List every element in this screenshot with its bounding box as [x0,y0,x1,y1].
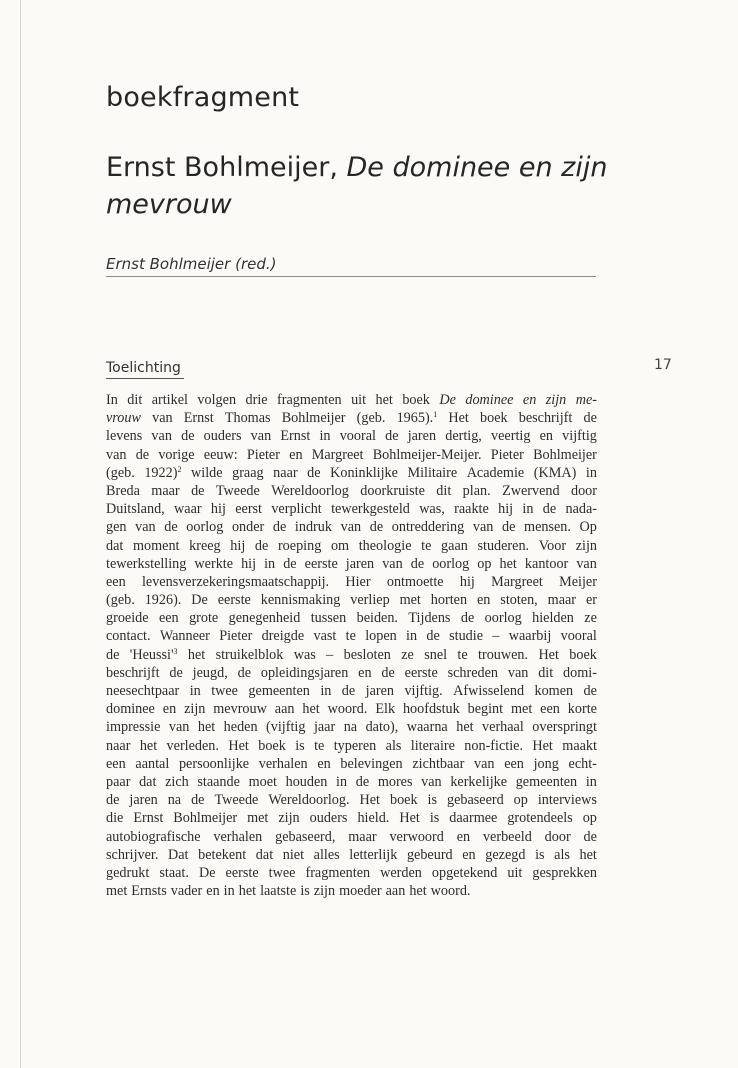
body-line: de '$Heussi'^3$ het struikelblok was – besloten ze snel te trouwen. Het boek [106,646,597,663]
body-line: Duitsland, waar hij eerst verplicht tewerkgesteld was, raakte hij in de nada- [106,501,597,518]
title-book: De dominee en zijn mevrouw [106,152,608,220]
body-line: autobiografische verhalen gebaseerd, maar verwoord en verbeeld door de [106,828,597,845]
body-line: beschrijft de jeugd, de opleidingsjaren en de eerste schreden van dit domi- [106,664,597,681]
page-number: 17 [654,357,672,373]
body-line: gen van de oorlog onder de indruk van de ontreddering van de mensen. Op [106,519,597,536]
body-line: (geb. 1926). De eerste kennismaking verliep met horten en stoten, maar er [106,592,597,609]
body-line: groeide een grote genegenheid tussen beiden. Tijdens de oorlog hielden ze [106,610,597,627]
body-line: de jaren na de Tweede Wereldoorlog. Het boek is gebaseerd op interviews [106,792,597,809]
body-line: dat moment kreeg hij de roeping om theologie te gaan studeren. Voor zijn [106,537,597,554]
body-line: schrijver. Dat betekent dat niet alles letterlijk gebeurd en gezegd is als het [106,846,597,863]
page-edge [20,0,21,1068]
article-title [106,149,626,223]
body-line: impressie van het heden (vijftig jaar na dato), waarna het verhaal overspringt [106,719,597,736]
body-line: neesechtpaar in twee gemeenten in de jaren vijftig. Afwisselend komen de [106,683,597,699]
body-line: In dit artikel volgen drie fragmenten uit het boek De dominee en zijn me- [106,392,597,408]
byline: Ernst Bohlmeijer (red.) [106,255,277,273]
body-line: dominee en zijn mevrouw aan het woord. Elk hoofdstuk begint met een korte [106,701,597,718]
body-line: een levensverzekeringsmaatschappij. Hier ontmoette hij Margreet Meijer [106,573,597,590]
body-line: die Ernst Bohlmeijer met zijn ouders hield. Het is daarmee grotendeels op [106,810,597,827]
body-line: vrouw van Ernst Thomas Bohlmeijer (geb. 1965).$^1$ Het boek beschrijft de [106,410,597,427]
body-line: naar het verleden. Het boek is te typeren als literaire non-fictie. Het maakt [106,737,597,754]
body-line: met Ernsts vader en in het laatste is zijn moeder aan het woord. [106,883,471,900]
title-author: Ernst Bohlmeijer, [106,152,338,183]
body-line: contact. Wanneer Pieter dreigde vast te lopen in de studie – waarbij vooral [106,628,597,645]
title-rule [106,276,596,277]
section-heading: Toelichting [106,360,181,376]
section-label: boekfragment [106,82,300,113]
body-line: een aantal persoonlijke verhalen en belevingen zichtbaar van een jong echt- [106,755,597,772]
body-line: Breda maar de Tweede Wereldoorlog doorkruiste dit plan. Zwervend door [106,482,597,499]
heading-underline [106,378,184,379]
body-line: paar dat zich staande moet houden in de mores van kerkelijke gemeenten in [106,773,597,790]
body-line: levens van de ouders van Ernst in vooral de jaren dertig, veertig en vijftig [106,428,597,445]
body-line: van de vorige eeuw: Pieter en Margreet Bohlmeijer-Meijer. Pieter Bohlmeijer [106,446,597,463]
body-line: (geb. 1922)$^2$ wilde graag naar de Koninklijke Militaire Academie (KMA) in [106,464,597,481]
body-paragraph [106,391,597,900]
body-line: gedrukt staat. De eerste twee fragmenten werden opgetekend uit gesprekken [106,864,597,881]
body-line: tewerkstelling werkte hij in de eerste jaren van de oorlog op het kantoor van [106,555,597,572]
